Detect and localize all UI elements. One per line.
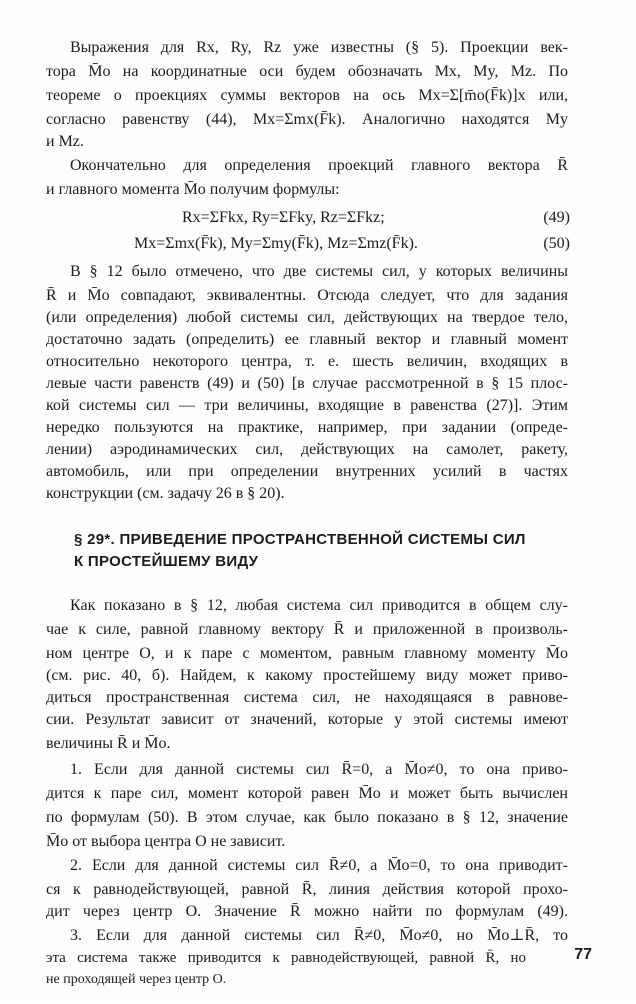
p7-line-1: 3. Если для данной системы сил R̄≠0, M̄o≠0, но M̄o⊥R̄, то bbox=[70, 927, 568, 944]
p5-line-3: по формулам (50). В этом случае, как было показано в § 12, значение bbox=[46, 809, 568, 826]
p6-line-2: ся к равнодействующей, равной R̄, линия действия которой прохо- bbox=[46, 881, 568, 898]
p3-line-9: лении) аэродинамических сил, действующих на самолет, ракету, bbox=[46, 441, 568, 458]
p4-line-2: чае к силе, равной главному вектору R̄ и приложенной в произволь- bbox=[46, 621, 568, 638]
p6-line-1: 2. Если для данной системы сил R̄≠0, а M̄o=0, то она приводит- bbox=[70, 857, 568, 874]
p4-line-4: (см. рис. 40, б). Найдем, к какому простейшему виду может приво- bbox=[46, 667, 568, 684]
p2-line-1: Окончательно для определения проекций главного вектора R̄ bbox=[70, 157, 568, 174]
equation-50-number: (50) bbox=[543, 235, 570, 252]
p4-line-6: сии. Результат зависит от значений, которые у этой системы имеют bbox=[46, 711, 568, 728]
section-heading-line-1: § 29*. ПРИВЕДЕНИЕ ПРОСТРАНСТВЕННОЙ СИСТЕМЫ СИЛ bbox=[74, 531, 526, 548]
p5-line-2: дится к паре сил, момент которой равен M̄o и может быть вычислен bbox=[46, 785, 568, 802]
p1-line-5: и Mz. bbox=[46, 133, 84, 150]
p1-line-3: теореме о проекциях суммы векторов на ось Mx=Σ[m̄o(F̄k)]x или, bbox=[46, 87, 568, 104]
p3-line-5: относительно некоторого центра, т. е. шесть величин, входящих в bbox=[46, 353, 568, 370]
p3-line-6: левые части равенств (49) и (50) [в случае рассмотренной в § 15 плос- bbox=[46, 375, 568, 392]
p6-line-3: дит через центр O. Значение R̄ можно найти по формулам (49). bbox=[46, 903, 568, 920]
p1-line-4: согласно равенству (44), Mx=Σmx(F̄k). Аналогично находятся My bbox=[46, 111, 568, 128]
p5-line-4: M̄o от выбора центра O не зависит. bbox=[46, 833, 286, 850]
p5-line-1: 1. Если для данной системы сил R̄=0, а M̄o≠0, то она приво- bbox=[70, 761, 568, 778]
p3-line-2: R̄ и M̄o совпадают, эквивалентны. Отсюда следует, что для задания bbox=[46, 287, 568, 304]
p3-line-8: нередко пользуются на практике, например, при задании (опреде- bbox=[46, 419, 568, 436]
section-heading-line-2: К ПРОСТЕЙШЕМУ ВИДУ bbox=[74, 553, 259, 570]
equation-49: Rx=ΣFkx, Ry=ΣFky, Rz=ΣFkz; bbox=[182, 209, 385, 226]
p4-line-1: Как показано в § 12, любая система сил приводится в общем слу- bbox=[70, 597, 568, 614]
p4-line-3: ном центре O, и к паре с моментом, равным главному моменту M̄o bbox=[46, 645, 568, 662]
p3-line-7: кой системы сил — три величины, входящие в равенства (27)]. Этим bbox=[46, 397, 568, 414]
p3-line-3: (или определения) любой системы сил, действующих на твердое тело, bbox=[46, 309, 568, 326]
p1-line-1: Выражения для Rx, Ry, Rz уже известны (§ 5). Проекции век- bbox=[70, 39, 568, 56]
p3-line-4: достаточно задать (определить) ее главный вектор и главный момент bbox=[46, 331, 568, 348]
p3-line-10: автомобиль, или при определении внутренних усилий в частях bbox=[46, 463, 568, 480]
equation-50: Mx=Σmx(F̄k), My=Σmy(F̄k), Mz=Σmz(F̄k). bbox=[134, 235, 418, 252]
p4-line-7: величины R̄ и M̄o. bbox=[46, 735, 171, 752]
p4-line-5: диться пространственная система сил, не находящаяся в равнове- bbox=[46, 689, 568, 706]
p3-line-1: В § 12 было отмечено, что две системы сил, у которых величины bbox=[70, 263, 568, 280]
equation-49-number: (49) bbox=[543, 209, 570, 226]
p7-line-2: эта система также приводится к равнодействующей, равной R̄, но bbox=[46, 950, 526, 966]
p3-line-11: конструкции (см. задачу 26 в § 20). bbox=[46, 485, 285, 502]
p2-line-2: и главного момента M̄o получим формулы: bbox=[46, 181, 340, 198]
p7-line-3: не проходящей через центр O. bbox=[46, 972, 227, 987]
page-number: 77 bbox=[574, 946, 592, 963]
p1-line-2: тора M̄o на координатные оси будем обозначать Mx, My, Mz. По bbox=[46, 63, 568, 80]
